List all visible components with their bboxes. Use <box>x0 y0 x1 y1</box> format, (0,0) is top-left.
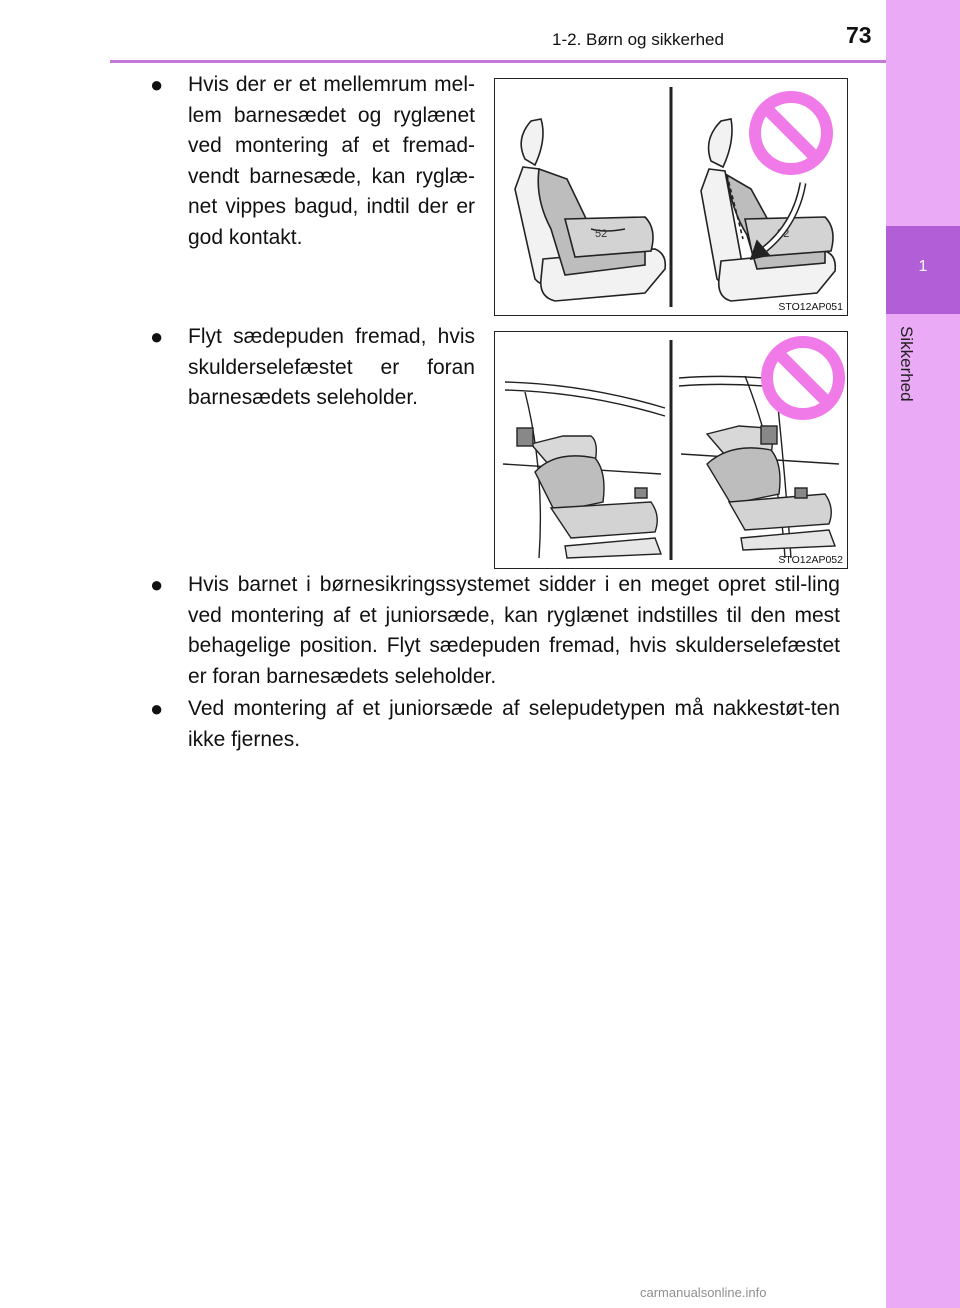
bullet-text: Hvis der er et mellemrum mel-lem barnesædet og ryglænet ved montering af et fremad-vendt barnesæde, kan ryglæ-net vippes bagud, indtil der er god kontakt. <box>188 73 475 249</box>
bullet-item-2 <box>150 322 475 422</box>
seat-illustration-2 <box>495 332 846 567</box>
chapter-side-tab <box>886 0 960 1308</box>
page-number: 73 <box>846 22 872 48</box>
bullet-text: Ved montering af et juniorsæde af selepudetypen må nakkestøt-ten ikke fjernes. <box>188 697 840 751</box>
prohibition-icon <box>767 342 839 414</box>
bullet-text: Flyt sædepuden fremad, hvis skulderselefæstet er foran barnesædets seleholder. <box>188 325 475 409</box>
watermark: carmanualsonline.info <box>640 1285 767 1300</box>
bullet-item-4 <box>150 694 840 758</box>
chapter-number: 1 <box>918 258 928 275</box>
header-rule <box>110 60 886 63</box>
figure-seat-backrest-gap <box>494 78 848 316</box>
chapter-title-text: Sikkerhed <box>897 326 916 402</box>
chapter-title <box>892 326 922 416</box>
seat-illustration-1 <box>495 79 846 314</box>
svg-text:52: 52 <box>777 228 790 240</box>
bullet-marker: ● <box>150 72 164 97</box>
figure-code: STO12AP052 <box>778 554 843 566</box>
svg-text:52: 52 <box>595 228 608 240</box>
figure-seat-cushion-forward <box>494 331 848 569</box>
section-title: 1-2. Børn og sikkerhed <box>552 30 724 49</box>
bullet-item-3 <box>150 570 840 696</box>
bullet-marker: ● <box>150 572 164 597</box>
bullet-text: Hvis barnet i børnesikringssystemet sidder i en meget opret stil-ling ved montering af et juniorsæde, kan ryglænet indstilles til den mest behagelige position. Flyt sædepuden fremad, hvis skulderselefæstet er foran barnesædets seleholder. <box>188 573 840 688</box>
bullet-marker: ● <box>150 696 164 721</box>
bullet-item-1 <box>150 70 475 260</box>
prohibition-icon <box>755 97 827 169</box>
bullet-marker: ● <box>150 324 164 349</box>
figure-code: STO12AP051 <box>778 301 843 313</box>
